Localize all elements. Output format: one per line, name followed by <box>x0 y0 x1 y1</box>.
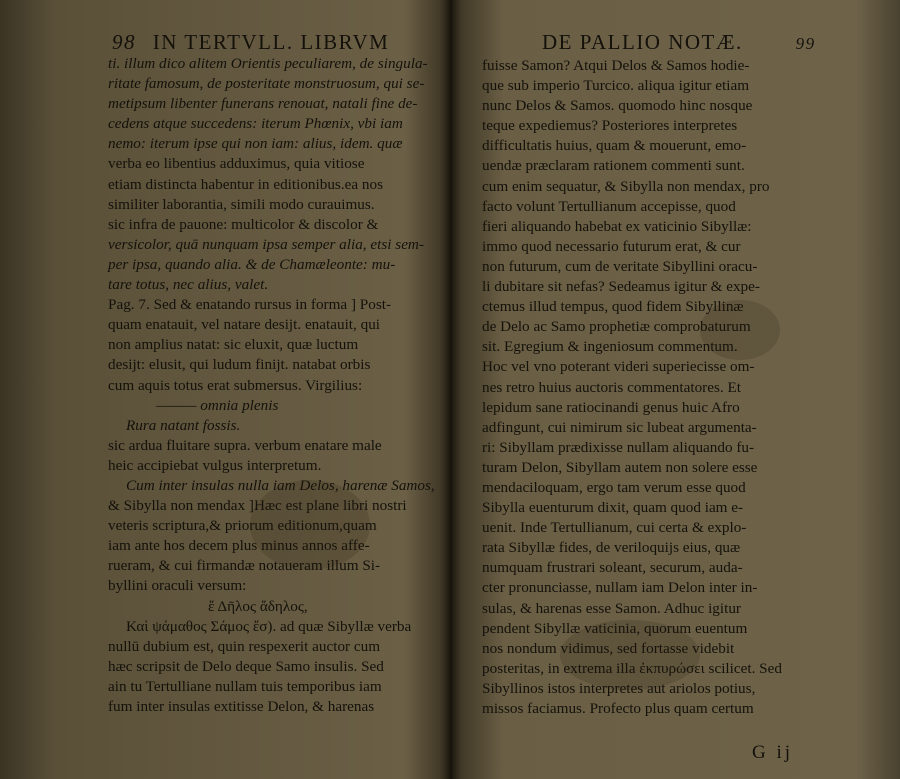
text-line: adfingunt, cui nimirum sic lubeat argumenta- <box>482 418 757 436</box>
text-line: que sub imperio Turcico. aliqua igitur etiam <box>482 77 750 95</box>
text-line: fieri aliquando habebat ex vaticinio Sibyllæ: <box>482 217 752 235</box>
text-line: cedens atque succedens: iterum Phœnix, vbi iam <box>108 115 403 133</box>
left-page <box>0 0 448 779</box>
text-line: immo quod necessario futurum erat, & cur <box>482 237 741 255</box>
text-line: pendent Sibyllæ vaticinia, quorum euentum <box>482 619 748 637</box>
text-line: etiam distincta habentur in editionibus.ea nos <box>108 175 383 193</box>
text-line: cter pronunciasse, nullam iam Delon inter in- <box>482 579 758 597</box>
text-line: sit. Egregium & ingeniosum commentum. <box>482 338 738 356</box>
right-page-number: 99 <box>795 34 816 53</box>
verse-line: Rura natant fossis. <box>126 416 241 434</box>
text-line: sic ardua fluitare supra. verbum enatare male <box>108 436 382 454</box>
text-line: heic accipiebat vulgus interpretum. <box>108 456 322 474</box>
text-line: teque expediemus? Posteriores interpretes <box>482 117 738 135</box>
text-line: non futurum, cum de veritate Sibyllini oracu- <box>482 257 758 275</box>
text-line: lepidum sane ratiocinandi genus huic Afro <box>482 398 740 416</box>
text-line: posteritas, in extrema illa ἐκπυρώσει scilicet. Sed <box>482 659 782 677</box>
text-line: li dubitare sit nefas? Sedeamus igitur & expe- <box>482 278 760 296</box>
text-line: Cum inter insulas nulla iam Delos, harenæ Samos, <box>126 476 435 494</box>
text-line: numquam frustrari soleant, securum, auda- <box>482 559 743 577</box>
text-line: uendæ præclaram rationem commenti sunt. <box>482 157 745 175</box>
text-line: verba eo libentius adduximus, quia vitiose <box>108 155 365 173</box>
text-line: metipsum libenter funerans renouat, natali fine de- <box>108 95 418 113</box>
text-line: sic infra de pauone: multicolor & discolor & <box>108 215 379 233</box>
left-running-title: IN TERTVLL. LIBRVM <box>152 30 390 54</box>
text-line: tare totus, nec alius, valet. <box>108 276 269 294</box>
verse-line: ——— omnia plenis <box>156 396 279 414</box>
text-line: versicolor, quā nunquam ipsa semper alia, etsi sem- <box>108 235 424 253</box>
text-line: de Delo ac Samo prophetiæ comprobaturum <box>482 318 751 336</box>
right-running-head <box>542 30 816 55</box>
right-running-title: DE PALLIO NOTÆ. <box>542 30 743 54</box>
text-line: turam Delon, Sibyllam autem non solere esse <box>482 458 758 476</box>
text-line: ritate famosum, de posteritate monstruosum, qui se- <box>108 75 425 93</box>
right-page <box>452 0 900 779</box>
text-line: cum aquis totus erat submersus. Virgilius: <box>108 376 363 394</box>
text-line: ctemus illud tempus, quod fidem Sibyllinæ <box>482 298 744 316</box>
text-line: Pag. 7. Sed & enatando rursus in forma ] Post- <box>108 296 392 314</box>
left-page-number: 98 <box>112 30 136 54</box>
text-line: nemo: iterum ipse qui non iam: alius, idem. quæ <box>108 135 403 153</box>
signature-mark: G ij <box>752 742 794 763</box>
text-line: facto volunt Tertullianum accepisse, quod <box>482 197 736 215</box>
text-line: desijt: elusit, qui ludum finijt. natabat orbis <box>108 356 371 374</box>
text-line: nullū dubium est, quin respexerit auctor cum <box>108 637 381 655</box>
text-line: Sibylla euenturum dixit, quam quod iam e- <box>482 499 744 517</box>
text-line: veteris scriptura,& priorum editionum,quam <box>108 517 377 535</box>
text-line: similiter laborantia, simili modo curauimus. <box>108 195 375 213</box>
text-line: hæc scripsit de Delo deque Samo insulis. Sed <box>108 657 384 675</box>
text-line: ain tu Tertulliane nullam tuis temporibus iam <box>108 677 382 695</box>
text-line: ri: Sibyllam prædixisse nullam aliquando fu- <box>482 438 755 456</box>
text-line: fum inter insulas extitisse Delon, & harenas <box>108 698 375 715</box>
text-line: quam enatauit, vel natare desijt. enatauit, qui <box>108 316 381 334</box>
text-line: uenit. Inde Tertullianum, cui certa & explo- <box>482 519 747 537</box>
left-text-block <box>108 54 433 717</box>
text-line: iam ante hos decem plus minus annos affe- <box>108 537 370 555</box>
text-line: non amplius natat: sic eluxit, quæ luctum <box>108 336 359 354</box>
text-line: nunc Delos & Samos. quomodo hinc nosque <box>482 97 753 115</box>
text-line: Sibyllinos istos interpretes aut ariolos potius, <box>482 679 756 697</box>
left-running-head <box>112 30 389 55</box>
text-line: missos faciamus. Profecto plus quam certum <box>482 700 754 717</box>
right-text-block <box>482 56 867 719</box>
text-line: mendaciloquam, ergo tam verum esse quod <box>482 478 746 496</box>
text-line: Hoc vel vno poterant videri superiecisse om- <box>482 358 755 376</box>
text-line: ti. illum dico alitem Orientis peculiarem, de singula- <box>108 55 428 72</box>
text-line: rueram, & cui firmandæ notaueram illum Si- <box>108 557 381 575</box>
text-line: per ipsa, quando alia. & de Chamæleonte: mu- <box>108 255 396 273</box>
text-line: nos nondum vidimus, sed fortasse videbit <box>482 639 735 657</box>
text-line: & Sibylla non mendax ]Hæc est plane libri nostri <box>108 497 407 515</box>
text-line: Καὶ ψάμαθος Σάμος ἔσ). ad quæ Sibyllæ verba <box>126 617 412 635</box>
text-line: nes retro huius auctoris commentatores. Et <box>482 378 741 396</box>
text-line: fuisse Samon? Atqui Delos & Samos hodie- <box>482 57 750 74</box>
text-line: difficultatis huius, quam & mouerunt, emo- <box>482 137 747 155</box>
text-line: cum enim sequatur, & Sibylla non mendax, pro <box>482 177 770 195</box>
text-line: byllini oraculi versum: <box>108 577 247 595</box>
text-line: rata Sibyllæ fides, de veriloquijs eius, quæ <box>482 539 741 557</box>
greek-verse-line: ἔ Δῆλος ἄδηλος, <box>208 597 308 615</box>
text-line: sulas, & harenas esse Samon. Adhuc igitur <box>482 599 741 617</box>
